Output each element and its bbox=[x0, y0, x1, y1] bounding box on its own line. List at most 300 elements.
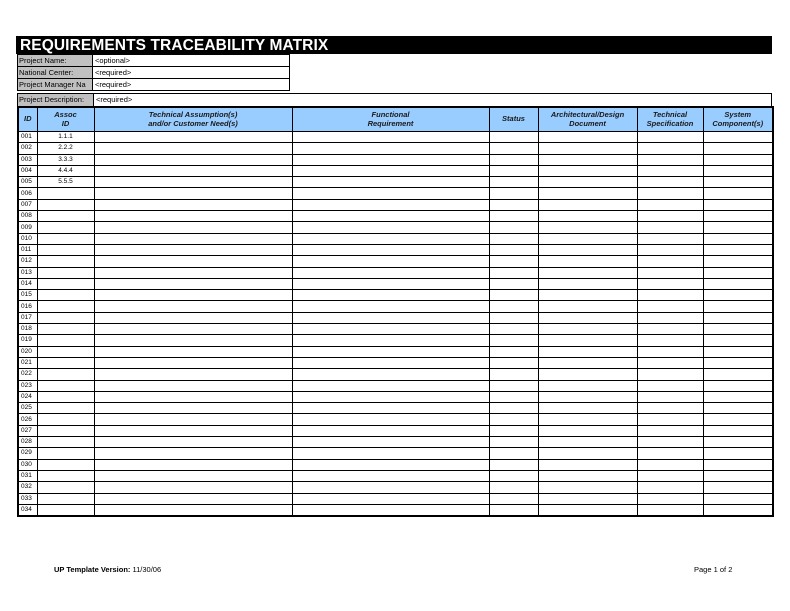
assoc-id-cell[interactable]: 4.4.4 bbox=[37, 165, 94, 176]
id-cell: 033 bbox=[18, 493, 37, 504]
column-header-architectural-design-document: Architectural/Design Document bbox=[538, 107, 637, 132]
technical-specification-cell[interactable] bbox=[637, 346, 703, 357]
design-document-cell[interactable] bbox=[538, 470, 637, 481]
technical-assumption-cell[interactable] bbox=[94, 165, 292, 176]
document-title: REQUIREMENTS TRACEABILITY MATRIX bbox=[16, 36, 772, 54]
id-cell: 014 bbox=[18, 278, 37, 289]
technical-specification-cell[interactable] bbox=[637, 188, 703, 199]
functional-requirement-cell[interactable] bbox=[292, 482, 489, 493]
status-cell[interactable] bbox=[489, 324, 538, 335]
technical-assumption-cell[interactable] bbox=[94, 369, 292, 380]
functional-requirement-cell[interactable] bbox=[292, 403, 489, 414]
design-document-cell[interactable] bbox=[538, 132, 637, 143]
assoc-id-cell[interactable] bbox=[37, 369, 94, 380]
status-cell[interactable] bbox=[489, 211, 538, 222]
technical-specification-cell[interactable] bbox=[637, 470, 703, 481]
technical-assumption-cell[interactable] bbox=[94, 324, 292, 335]
functional-requirement-cell[interactable] bbox=[292, 132, 489, 143]
technical-specification-cell[interactable] bbox=[637, 278, 703, 289]
assoc-id-cell[interactable] bbox=[37, 278, 94, 289]
technical-specification-cell[interactable] bbox=[637, 335, 703, 346]
technical-specification-cell[interactable] bbox=[637, 459, 703, 470]
technical-assumption-cell[interactable] bbox=[94, 346, 292, 357]
functional-requirement-cell[interactable] bbox=[292, 425, 489, 436]
system-component-cell[interactable] bbox=[703, 482, 773, 493]
status-cell[interactable] bbox=[489, 312, 538, 323]
technical-specification-cell[interactable] bbox=[637, 290, 703, 301]
system-component-cell[interactable] bbox=[703, 459, 773, 470]
status-cell[interactable] bbox=[489, 403, 538, 414]
status-cell[interactable] bbox=[489, 143, 538, 154]
technical-assumption-cell[interactable] bbox=[94, 278, 292, 289]
system-component-cell[interactable] bbox=[703, 290, 773, 301]
status-cell[interactable] bbox=[489, 357, 538, 368]
functional-requirement-cell[interactable] bbox=[292, 391, 489, 402]
status-cell[interactable] bbox=[489, 335, 538, 346]
design-document-cell[interactable] bbox=[538, 425, 637, 436]
technical-specification-cell[interactable] bbox=[637, 256, 703, 267]
technical-assumption-cell[interactable] bbox=[94, 177, 292, 188]
id-cell: 008 bbox=[18, 211, 37, 222]
assoc-id-cell[interactable] bbox=[37, 403, 94, 414]
functional-requirement-cell[interactable] bbox=[292, 335, 489, 346]
table-row bbox=[18, 425, 773, 436]
technical-assumption-cell[interactable] bbox=[94, 199, 292, 210]
assoc-id-cell[interactable] bbox=[37, 301, 94, 312]
technical-assumption-cell[interactable] bbox=[94, 437, 292, 448]
system-component-cell[interactable] bbox=[703, 324, 773, 335]
functional-requirement-cell[interactable] bbox=[292, 470, 489, 481]
technical-specification-cell[interactable] bbox=[637, 154, 703, 165]
traceability-matrix-table bbox=[17, 106, 774, 517]
assoc-id-cell[interactable] bbox=[37, 380, 94, 391]
technical-specification-cell[interactable] bbox=[637, 357, 703, 368]
system-component-cell[interactable] bbox=[703, 177, 773, 188]
system-component-cell[interactable] bbox=[703, 437, 773, 448]
system-component-cell[interactable] bbox=[703, 425, 773, 436]
id-cell: 018 bbox=[18, 324, 37, 335]
technical-assumption-cell[interactable] bbox=[94, 425, 292, 436]
system-component-cell[interactable] bbox=[703, 211, 773, 222]
design-document-cell[interactable] bbox=[538, 335, 637, 346]
design-document-cell[interactable] bbox=[538, 278, 637, 289]
table-row bbox=[18, 369, 773, 380]
assoc-id-cell[interactable] bbox=[37, 188, 94, 199]
system-component-cell[interactable] bbox=[703, 165, 773, 176]
technical-specification-cell[interactable] bbox=[637, 211, 703, 222]
technical-assumption-cell[interactable] bbox=[94, 222, 292, 233]
functional-requirement-cell[interactable] bbox=[292, 222, 489, 233]
technical-assumption-cell[interactable] bbox=[94, 132, 292, 143]
id-cell: 010 bbox=[18, 233, 37, 244]
functional-requirement-cell[interactable] bbox=[292, 211, 489, 222]
assoc-id-cell[interactable] bbox=[37, 504, 94, 516]
technical-assumption-cell[interactable] bbox=[94, 403, 292, 414]
system-component-cell[interactable] bbox=[703, 188, 773, 199]
table-row bbox=[18, 448, 773, 459]
functional-requirement-cell[interactable] bbox=[292, 301, 489, 312]
status-cell[interactable] bbox=[489, 256, 538, 267]
status-cell[interactable] bbox=[489, 177, 538, 188]
technical-assumption-cell[interactable] bbox=[94, 459, 292, 470]
column-header-system-components: System Component(s) bbox=[703, 107, 773, 132]
functional-requirement-cell[interactable] bbox=[292, 154, 489, 165]
id-cell: 023 bbox=[18, 380, 37, 391]
status-cell[interactable] bbox=[489, 278, 538, 289]
assoc-id-cell[interactable]: 5.5.5 bbox=[37, 177, 94, 188]
assoc-id-cell[interactable] bbox=[37, 459, 94, 470]
assoc-id-cell[interactable] bbox=[37, 211, 94, 222]
technical-specification-cell[interactable] bbox=[637, 504, 703, 516]
system-component-cell[interactable] bbox=[703, 346, 773, 357]
status-cell[interactable] bbox=[489, 199, 538, 210]
technical-specification-cell[interactable] bbox=[637, 244, 703, 255]
id-cell: 001 bbox=[18, 132, 37, 143]
functional-requirement-cell[interactable] bbox=[292, 188, 489, 199]
functional-requirement-cell[interactable] bbox=[292, 278, 489, 289]
project-description-row bbox=[17, 93, 772, 106]
functional-requirement-cell[interactable] bbox=[292, 504, 489, 516]
functional-requirement-cell[interactable] bbox=[292, 459, 489, 470]
id-cell: 028 bbox=[18, 437, 37, 448]
table-row bbox=[18, 154, 773, 165]
assoc-id-cell[interactable] bbox=[37, 290, 94, 301]
id-cell: 024 bbox=[18, 391, 37, 402]
functional-requirement-cell[interactable] bbox=[292, 493, 489, 504]
design-document-cell[interactable] bbox=[538, 357, 637, 368]
technical-assumption-cell[interactable] bbox=[94, 154, 292, 165]
technical-assumption-cell[interactable] bbox=[94, 301, 292, 312]
id-cell: 015 bbox=[18, 290, 37, 301]
design-document-cell[interactable] bbox=[538, 448, 637, 459]
system-component-cell[interactable] bbox=[703, 233, 773, 244]
technical-specification-cell[interactable] bbox=[637, 143, 703, 154]
technical-assumption-cell[interactable] bbox=[94, 504, 292, 516]
id-cell: 019 bbox=[18, 335, 37, 346]
design-document-cell[interactable] bbox=[538, 165, 637, 176]
status-cell[interactable] bbox=[489, 470, 538, 481]
technical-specification-cell[interactable] bbox=[637, 222, 703, 233]
technical-specification-cell[interactable] bbox=[637, 380, 703, 391]
id-cell: 031 bbox=[18, 470, 37, 481]
system-component-cell[interactable] bbox=[703, 504, 773, 516]
assoc-id-cell[interactable] bbox=[37, 222, 94, 233]
functional-requirement-cell[interactable] bbox=[292, 380, 489, 391]
technical-assumption-cell[interactable] bbox=[94, 335, 292, 346]
technical-assumption-cell[interactable] bbox=[94, 448, 292, 459]
technical-assumption-cell[interactable] bbox=[94, 244, 292, 255]
functional-requirement-cell[interactable] bbox=[292, 267, 489, 278]
project-manager-field[interactable]: <required> bbox=[93, 79, 290, 91]
design-document-cell[interactable] bbox=[538, 403, 637, 414]
id-cell: 032 bbox=[18, 482, 37, 493]
status-cell[interactable] bbox=[489, 154, 538, 165]
technical-specification-cell[interactable] bbox=[637, 425, 703, 436]
technical-specification-cell[interactable] bbox=[637, 177, 703, 188]
column-header-assoc-id: Assoc ID bbox=[37, 107, 94, 132]
table-row bbox=[18, 380, 773, 391]
assoc-id-cell[interactable] bbox=[37, 391, 94, 402]
assoc-id-cell[interactable]: 3.3.3 bbox=[37, 154, 94, 165]
table-row bbox=[18, 403, 773, 414]
design-document-cell[interactable] bbox=[538, 211, 637, 222]
template-version-date: 11/30/06 bbox=[132, 565, 162, 574]
template-version bbox=[54, 565, 161, 574]
project-description-field[interactable]: <required> bbox=[96, 95, 133, 104]
functional-requirement-cell[interactable] bbox=[292, 165, 489, 176]
status-cell[interactable] bbox=[489, 290, 538, 301]
system-component-cell[interactable] bbox=[703, 414, 773, 425]
technical-specification-cell[interactable] bbox=[637, 312, 703, 323]
design-document-cell[interactable] bbox=[538, 233, 637, 244]
technical-assumption-cell[interactable] bbox=[94, 233, 292, 244]
design-document-cell[interactable] bbox=[538, 493, 637, 504]
technical-specification-cell[interactable] bbox=[637, 233, 703, 244]
system-component-cell[interactable] bbox=[703, 369, 773, 380]
design-document-cell[interactable] bbox=[538, 267, 637, 278]
technical-specification-cell[interactable] bbox=[637, 391, 703, 402]
technical-assumption-cell[interactable] bbox=[94, 312, 292, 323]
design-document-cell[interactable] bbox=[538, 324, 637, 335]
system-component-cell[interactable] bbox=[703, 199, 773, 210]
status-cell[interactable] bbox=[489, 301, 538, 312]
system-component-cell[interactable] bbox=[703, 470, 773, 481]
functional-requirement-cell[interactable] bbox=[292, 177, 489, 188]
design-document-cell[interactable] bbox=[538, 369, 637, 380]
id-cell: 030 bbox=[18, 459, 37, 470]
status-cell[interactable] bbox=[489, 504, 538, 516]
id-cell: 029 bbox=[18, 448, 37, 459]
status-cell[interactable] bbox=[489, 165, 538, 176]
technical-assumption-cell[interactable] bbox=[94, 211, 292, 222]
id-cell: 007 bbox=[18, 199, 37, 210]
assoc-id-cell[interactable] bbox=[37, 482, 94, 493]
technical-specification-cell[interactable] bbox=[637, 267, 703, 278]
system-component-cell[interactable] bbox=[703, 301, 773, 312]
design-document-cell[interactable] bbox=[538, 437, 637, 448]
technical-assumption-cell[interactable] bbox=[94, 414, 292, 425]
id-cell: 011 bbox=[18, 244, 37, 255]
assoc-id-cell[interactable] bbox=[37, 324, 94, 335]
design-document-cell[interactable] bbox=[538, 188, 637, 199]
technical-assumption-cell[interactable] bbox=[94, 493, 292, 504]
technical-assumption-cell[interactable] bbox=[94, 143, 292, 154]
functional-requirement-cell[interactable] bbox=[292, 290, 489, 301]
id-cell: 021 bbox=[18, 357, 37, 368]
functional-requirement-cell[interactable] bbox=[292, 346, 489, 357]
technical-specification-cell[interactable] bbox=[637, 414, 703, 425]
status-cell[interactable] bbox=[489, 132, 538, 143]
technical-specification-cell[interactable] bbox=[637, 448, 703, 459]
page-number: Page 1 of 2 bbox=[694, 565, 733, 574]
status-cell[interactable] bbox=[489, 222, 538, 233]
assoc-id-cell[interactable] bbox=[37, 437, 94, 448]
technical-assumption-cell[interactable] bbox=[94, 380, 292, 391]
project-name-field[interactable]: <optional> bbox=[93, 55, 290, 67]
design-document-cell[interactable] bbox=[538, 244, 637, 255]
design-document-cell[interactable] bbox=[538, 312, 637, 323]
assoc-id-cell[interactable] bbox=[37, 312, 94, 323]
system-component-cell[interactable] bbox=[703, 256, 773, 267]
design-document-cell[interactable] bbox=[538, 414, 637, 425]
design-document-cell[interactable] bbox=[538, 391, 637, 402]
table-row bbox=[18, 278, 773, 289]
technical-specification-cell[interactable] bbox=[637, 301, 703, 312]
id-cell: 022 bbox=[18, 369, 37, 380]
table-row bbox=[18, 188, 773, 199]
technical-assumption-cell[interactable] bbox=[94, 357, 292, 368]
status-cell[interactable] bbox=[489, 493, 538, 504]
technical-assumption-cell[interactable] bbox=[94, 290, 292, 301]
technical-assumption-cell[interactable] bbox=[94, 256, 292, 267]
functional-requirement-cell[interactable] bbox=[292, 437, 489, 448]
status-cell[interactable] bbox=[489, 369, 538, 380]
status-cell[interactable] bbox=[489, 414, 538, 425]
design-document-cell[interactable] bbox=[538, 199, 637, 210]
assoc-id-cell[interactable] bbox=[37, 346, 94, 357]
system-component-cell[interactable] bbox=[703, 391, 773, 402]
design-document-cell[interactable] bbox=[538, 346, 637, 357]
system-component-cell[interactable] bbox=[703, 143, 773, 154]
table-row bbox=[18, 470, 773, 481]
design-document-cell[interactable] bbox=[538, 380, 637, 391]
status-cell[interactable] bbox=[489, 346, 538, 357]
system-component-cell[interactable] bbox=[703, 448, 773, 459]
technical-specification-cell[interactable] bbox=[637, 437, 703, 448]
technical-assumption-cell[interactable] bbox=[94, 482, 292, 493]
technical-specification-cell[interactable] bbox=[637, 403, 703, 414]
system-component-cell[interactable] bbox=[703, 312, 773, 323]
technical-assumption-cell[interactable] bbox=[94, 267, 292, 278]
technical-specification-cell[interactable] bbox=[637, 493, 703, 504]
assoc-id-cell[interactable] bbox=[37, 335, 94, 346]
id-cell: 012 bbox=[18, 256, 37, 267]
functional-requirement-cell[interactable] bbox=[292, 143, 489, 154]
system-component-cell[interactable] bbox=[703, 132, 773, 143]
functional-requirement-cell[interactable] bbox=[292, 414, 489, 425]
assoc-id-cell[interactable] bbox=[37, 448, 94, 459]
assoc-id-cell[interactable]: 2.2.2 bbox=[37, 143, 94, 154]
design-document-cell[interactable] bbox=[538, 154, 637, 165]
assoc-id-cell[interactable] bbox=[37, 267, 94, 278]
system-component-cell[interactable] bbox=[703, 493, 773, 504]
technical-specification-cell[interactable] bbox=[637, 482, 703, 493]
functional-requirement-cell[interactable] bbox=[292, 357, 489, 368]
assoc-id-cell[interactable] bbox=[37, 256, 94, 267]
technical-specification-cell[interactable] bbox=[637, 324, 703, 335]
functional-requirement-cell[interactable] bbox=[292, 199, 489, 210]
functional-requirement-cell[interactable] bbox=[292, 448, 489, 459]
table-row bbox=[18, 211, 773, 222]
design-document-cell[interactable] bbox=[538, 256, 637, 267]
design-document-cell[interactable] bbox=[538, 177, 637, 188]
assoc-id-cell[interactable] bbox=[37, 244, 94, 255]
status-cell[interactable] bbox=[489, 380, 538, 391]
status-cell[interactable] bbox=[489, 437, 538, 448]
design-document-cell[interactable] bbox=[538, 504, 637, 516]
technical-specification-cell[interactable] bbox=[637, 165, 703, 176]
status-cell[interactable] bbox=[489, 425, 538, 436]
status-cell[interactable] bbox=[489, 188, 538, 199]
system-component-cell[interactable] bbox=[703, 154, 773, 165]
system-component-cell[interactable] bbox=[703, 244, 773, 255]
functional-requirement-cell[interactable] bbox=[292, 369, 489, 380]
technical-specification-cell[interactable] bbox=[637, 132, 703, 143]
assoc-id-cell[interactable] bbox=[37, 425, 94, 436]
functional-requirement-cell[interactable] bbox=[292, 256, 489, 267]
assoc-id-cell[interactable] bbox=[37, 414, 94, 425]
status-cell[interactable] bbox=[489, 244, 538, 255]
assoc-id-cell[interactable] bbox=[37, 470, 94, 481]
status-cell[interactable] bbox=[489, 233, 538, 244]
id-cell: 027 bbox=[18, 425, 37, 436]
system-component-cell[interactable] bbox=[703, 267, 773, 278]
system-component-cell[interactable] bbox=[703, 357, 773, 368]
design-document-cell[interactable] bbox=[538, 143, 637, 154]
id-cell: 005 bbox=[18, 177, 37, 188]
national-center-field[interactable]: <required> bbox=[93, 67, 290, 79]
system-component-cell[interactable] bbox=[703, 222, 773, 233]
functional-requirement-cell[interactable] bbox=[292, 312, 489, 323]
status-cell[interactable] bbox=[489, 482, 538, 493]
id-cell: 002 bbox=[18, 143, 37, 154]
id-cell: 004 bbox=[18, 165, 37, 176]
project-manager-label: Project Manager Na bbox=[18, 79, 93, 91]
system-component-cell[interactable] bbox=[703, 380, 773, 391]
system-component-cell[interactable] bbox=[703, 403, 773, 414]
id-cell: 020 bbox=[18, 346, 37, 357]
national-center-row bbox=[18, 67, 290, 79]
column-header-functional-requirement: Functional Requirement bbox=[292, 107, 489, 132]
table-row bbox=[18, 391, 773, 402]
functional-requirement-cell[interactable] bbox=[292, 324, 489, 335]
design-document-cell[interactable] bbox=[538, 222, 637, 233]
assoc-id-cell[interactable] bbox=[37, 493, 94, 504]
design-document-cell[interactable] bbox=[538, 459, 637, 470]
functional-requirement-cell[interactable] bbox=[292, 244, 489, 255]
project-name-label: Project Name: bbox=[18, 55, 93, 67]
id-cell: 016 bbox=[18, 301, 37, 312]
assoc-id-cell[interactable] bbox=[37, 357, 94, 368]
status-cell[interactable] bbox=[489, 448, 538, 459]
technical-assumption-cell[interactable] bbox=[94, 188, 292, 199]
status-cell[interactable] bbox=[489, 267, 538, 278]
technical-specification-cell[interactable] bbox=[637, 369, 703, 380]
system-component-cell[interactable] bbox=[703, 335, 773, 346]
id-cell: 034 bbox=[18, 504, 37, 516]
assoc-id-cell[interactable] bbox=[37, 199, 94, 210]
design-document-cell[interactable] bbox=[538, 290, 637, 301]
national-center-label: National Center: bbox=[18, 67, 93, 79]
assoc-id-cell[interactable] bbox=[37, 233, 94, 244]
id-cell: 025 bbox=[18, 403, 37, 414]
status-cell[interactable] bbox=[489, 391, 538, 402]
technical-specification-cell[interactable] bbox=[637, 199, 703, 210]
functional-requirement-cell[interactable] bbox=[292, 233, 489, 244]
status-cell[interactable] bbox=[489, 459, 538, 470]
table-row bbox=[18, 301, 773, 312]
assoc-id-cell[interactable]: 1.1.1 bbox=[37, 132, 94, 143]
technical-assumption-cell[interactable] bbox=[94, 470, 292, 481]
system-component-cell[interactable] bbox=[703, 278, 773, 289]
design-document-cell[interactable] bbox=[538, 301, 637, 312]
table-row bbox=[18, 346, 773, 357]
project-name-row bbox=[18, 55, 290, 67]
technical-assumption-cell[interactable] bbox=[94, 391, 292, 402]
column-header-status: Status bbox=[489, 107, 538, 132]
design-document-cell[interactable] bbox=[538, 482, 637, 493]
project-manager-row bbox=[18, 79, 290, 91]
